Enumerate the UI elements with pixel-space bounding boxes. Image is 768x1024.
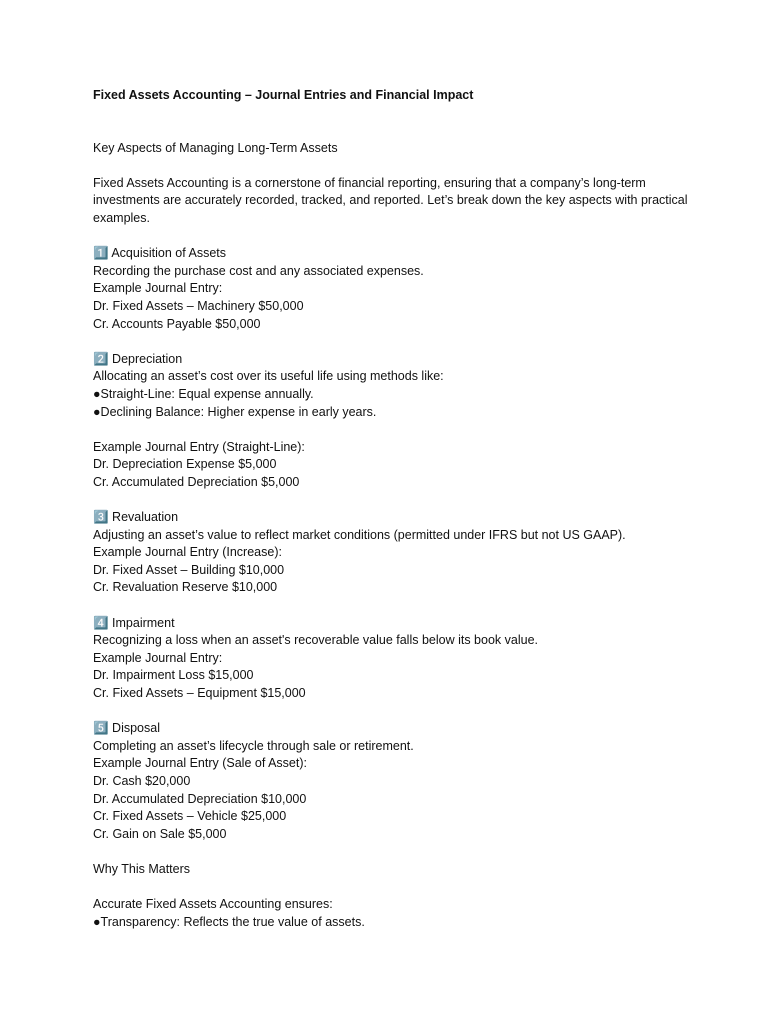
spacer [93,421,713,439]
journal-entry-line: Dr. Fixed Assets – Machinery $50,000 [93,298,304,313]
document-page [93,87,713,931]
spacer [93,105,713,140]
section-heading-revaluation: 3️⃣ Revaluation [93,510,179,525]
spacer [93,333,713,351]
journal-entry-line: Dr. Accumulated Depreciation $10,000 [93,791,307,806]
journal-entry-line: Cr. Gain on Sale $5,000 [93,826,227,841]
journal-entry-line: Dr. Fixed Asset – Building $10,000 [93,562,285,577]
spacer [93,491,713,509]
section-heading-disposal: 5️⃣ Disposal [93,721,160,736]
intro-paragraph: Fixed Assets Accounting is a cornerstone of financial reporting, ensuring that a company’s long-term investments are accurately recorded, tracked, and reported. Let’s break down the key aspects with practical examples. [93,175,692,225]
spacer [93,843,713,861]
spacer [93,703,713,721]
section-line: Completing an asset’s lifecycle through sale or retirement. [93,738,414,753]
journal-entry-line: Cr. Revaluation Reserve $10,000 [93,580,278,595]
section-line: Example Journal Entry (Sale of Asset): [93,756,307,771]
section-line: Recognizing a loss when an asset's recoverable value falls below its book value. [93,633,538,648]
section-heading-depreciation: 2️⃣ Depreciation [93,351,183,366]
journal-entry-line: Dr. Impairment Loss $15,000 [93,668,254,683]
bullet-item: ●Straight-Line: Equal expense annually. [93,386,314,401]
why-intro: Accurate Fixed Assets Accounting ensures: [93,897,333,912]
document-title: Fixed Assets Accounting – Journal Entries and Financial Impact [93,88,474,102]
section-line: Example Journal Entry (Straight-Line): [93,439,305,454]
section-line: Example Journal Entry (Increase): [93,545,282,560]
section-heading-impairment: 4️⃣ Impairment [93,615,175,630]
journal-entry-line: Cr. Fixed Assets – Equipment $15,000 [93,686,306,700]
spacer [93,879,713,897]
document-subtitle: Key Aspects of Managing Long-Term Assets [93,140,338,155]
section-line: Example Journal Entry: [93,650,223,665]
bullet-item: ●Declining Balance: Higher expense in early years. [93,404,377,419]
spacer [93,597,713,615]
journal-entry-line: Dr. Cash $20,000 [93,773,191,788]
section-line: Example Journal Entry: [93,281,223,296]
journal-entry-line: Cr. Accounts Payable $50,000 [93,316,261,331]
spacer [93,228,713,246]
why-heading: Why This Matters [93,861,191,876]
journal-entry-line: Cr. Accumulated Depreciation $5,000 [93,474,300,489]
section-line: Adjusting an asset’s value to reflect market conditions (permitted under IFRS but not US GAAP). [93,527,626,542]
section-heading-acquisition: 1️⃣ Acquisition of Assets [93,246,226,261]
journal-entry-line: Dr. Depreciation Expense $5,000 [93,457,277,472]
section-line: Recording the purchase cost and any associated expenses. [93,263,424,278]
spacer [93,157,713,175]
journal-entry-line: Cr. Fixed Assets – Vehicle $25,000 [93,809,287,824]
bullet-item: ●Transparency: Reflects the true value of assets. [93,914,365,929]
section-line: Allocating an asset’s cost over its useful life using methods like: [93,369,444,384]
